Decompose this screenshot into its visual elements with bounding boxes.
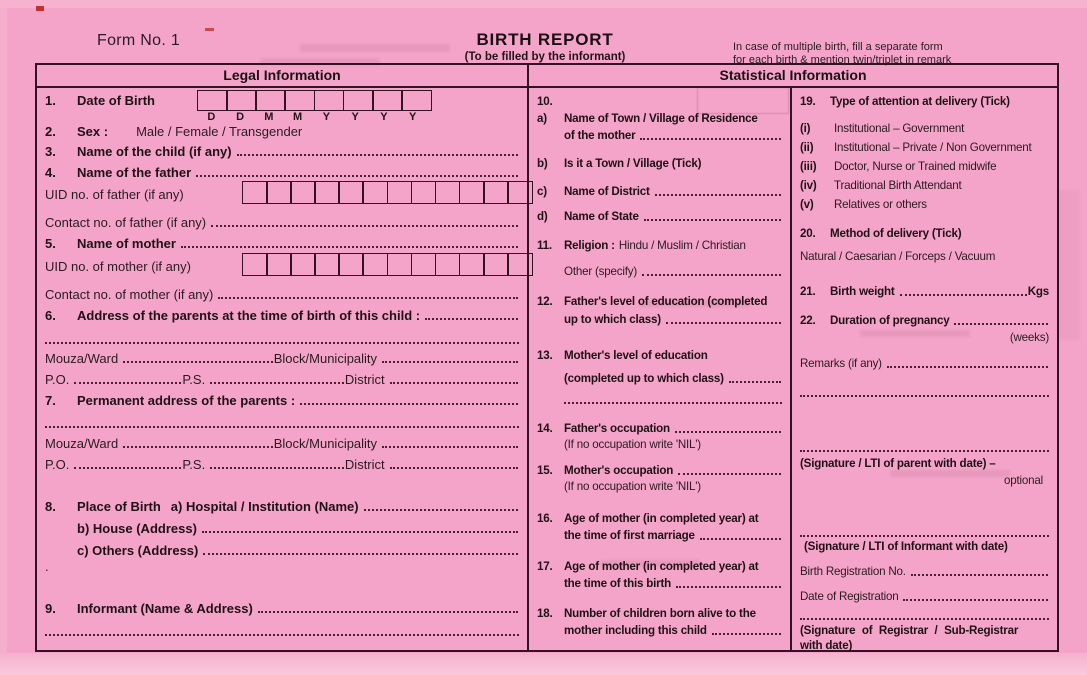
write-in-line[interactable]	[258, 611, 518, 613]
field-children-born-line1	[537, 605, 782, 621]
write-in-line[interactable]	[202, 531, 518, 533]
signature-parent-label	[800, 455, 1049, 471]
uid-box[interactable]	[362, 253, 388, 276]
write-in-line[interactable]	[655, 194, 781, 196]
write-in-line[interactable]	[45, 342, 519, 344]
field-sex	[45, 123, 519, 139]
field-po-ps-district	[45, 456, 519, 472]
uid-box[interactable]	[483, 181, 509, 204]
uid-box[interactable]	[338, 181, 364, 204]
field-label: Is it a Town / Village (Tick)	[564, 157, 702, 170]
field-mouza-block	[45, 435, 519, 451]
write-in-line[interactable]	[210, 382, 344, 384]
item-10	[537, 93, 782, 109]
uid-box[interactable]	[242, 253, 268, 276]
field-label: (Signature / LTI of Informant with date)	[804, 540, 1008, 553]
field-birth-registration-no	[800, 563, 1049, 579]
paper-edge-top	[0, 0, 1087, 8]
date-box[interactable]	[343, 90, 374, 111]
option-label: Institutional – Government	[834, 122, 965, 135]
delivery-option-ii[interactable]	[800, 139, 1049, 155]
field-child-name	[45, 143, 519, 159]
show-through-artifact	[1058, 190, 1080, 340]
date-box[interactable]	[255, 90, 286, 111]
field-label: P.O.	[45, 457, 70, 472]
field-label: Father's occupation	[564, 422, 670, 435]
write-in-line[interactable]	[676, 586, 781, 588]
date-of-birth-letters	[197, 111, 427, 123]
delivery-method-options[interactable]	[800, 248, 1049, 264]
item-letter: b)	[537, 157, 548, 170]
write-in-line[interactable]	[903, 599, 1048, 601]
field-town-village-line2	[537, 127, 782, 143]
field-label: Date of Birth	[77, 93, 155, 108]
field-address-at-birth	[45, 307, 519, 323]
form-title-block	[400, 30, 690, 63]
write-in-line[interactable]	[390, 467, 518, 469]
field-label: Informant (Name & Address)	[77, 601, 253, 616]
date-box[interactable]	[372, 90, 403, 111]
field-contact-father	[45, 214, 519, 230]
option-number: (v)	[800, 198, 814, 211]
box-letter: D	[236, 111, 245, 123]
delivery-option-v[interactable]	[800, 196, 1049, 212]
field-age-this-birth-line2	[537, 575, 782, 591]
field-hint: (If no occupation write 'NIL')	[564, 480, 701, 493]
delivery-option-i[interactable]	[800, 120, 1049, 136]
field-label: Place of Birth	[77, 499, 161, 514]
write-in-line[interactable]	[123, 361, 273, 363]
item-number: 8.	[45, 499, 56, 514]
write-in-line[interactable]	[954, 323, 1048, 325]
field-mother-education-line1	[537, 347, 782, 363]
write-in-line[interactable]	[642, 274, 781, 276]
field-religion-other	[537, 263, 782, 279]
write-in-line[interactable]	[181, 246, 518, 248]
write-in-line[interactable]	[640, 138, 781, 140]
uid-box[interactable]	[459, 253, 485, 276]
field-label: Name of State	[564, 210, 639, 223]
signature-line[interactable]	[800, 535, 1049, 537]
field-age-first-marriage-line1	[537, 510, 782, 526]
write-in-line[interactable]	[123, 446, 273, 448]
delivery-option-iii[interactable]	[800, 158, 1049, 174]
uid-mother-boxes	[242, 253, 533, 276]
write-in-line[interactable]	[729, 381, 781, 383]
write-in-line[interactable]	[900, 294, 1027, 296]
write-in-line[interactable]	[425, 318, 518, 320]
field-label: Permanent address of the parents :	[77, 393, 296, 408]
field-place-others	[45, 542, 519, 558]
field-hint: (If no occupation write 'NIL')	[564, 438, 701, 451]
field-label: Number of children born alive to the	[564, 607, 756, 620]
signature-line[interactable]	[800, 450, 1049, 452]
form-number: Form No. 1	[97, 32, 181, 49]
field-mother-education-line2	[537, 370, 782, 386]
field-town-or-village	[537, 155, 782, 171]
write-in-line[interactable]	[887, 366, 1048, 368]
uid-father-boxes	[242, 181, 533, 204]
page-subtitle: (To be filled by the informant)	[464, 51, 626, 63]
uid-box[interactable]	[387, 253, 413, 276]
field-label: b) House (Address)	[77, 521, 197, 536]
field-label: of the mother	[564, 129, 636, 142]
uid-box[interactable]	[483, 253, 509, 276]
write-in-line[interactable]	[74, 382, 181, 384]
box-letter: M	[264, 111, 274, 123]
write-in-line[interactable]	[364, 509, 518, 511]
note-line: In case of multiple birth, fill a separate form	[733, 41, 943, 53]
item-number: 5.	[45, 236, 56, 251]
field-label: District	[344, 457, 385, 472]
field-religion	[537, 237, 782, 253]
field-state	[537, 208, 782, 224]
field-label: Date of Registration	[800, 590, 899, 603]
field-label: Mother's occupation	[564, 464, 674, 477]
uid-box[interactable]	[411, 253, 437, 276]
sex-options[interactable]: Male / Female / Transgender	[136, 124, 303, 139]
red-speck	[36, 6, 44, 11]
date-of-birth-boxes	[197, 90, 432, 111]
uid-box[interactable]	[338, 253, 364, 276]
option-label: Traditional Birth Attendant	[834, 179, 962, 192]
field-label: P.S.	[182, 457, 206, 472]
uid-box[interactable]	[314, 253, 340, 276]
field-label: Name of Town / Village of Residence	[564, 112, 758, 125]
signature-registrar-line1	[800, 622, 1049, 638]
pregnancy-duration-unit	[800, 329, 1049, 345]
write-in-line[interactable]	[644, 219, 781, 221]
date-box[interactable]	[226, 90, 257, 111]
option-number: (i)	[800, 122, 811, 135]
field-birth-weight	[800, 283, 1049, 299]
write-in-line[interactable]	[666, 322, 781, 324]
item-number: 9.	[45, 601, 56, 616]
write-in-line[interactable]	[74, 467, 181, 469]
legal-information-header: Legal Information	[37, 65, 529, 88]
uid-box[interactable]	[387, 181, 413, 204]
option-label: Relatives or others	[834, 198, 927, 211]
write-in-line[interactable]	[700, 538, 781, 540]
field-label: Method of delivery (Tick)	[830, 227, 962, 240]
date-box[interactable]	[401, 90, 432, 111]
field-contact-mother	[45, 286, 519, 302]
item-letter: d)	[537, 210, 548, 223]
field-age-this-birth-line1	[537, 558, 782, 574]
item-number: 2.	[45, 124, 56, 139]
item-letter: c)	[537, 185, 547, 198]
write-in-line[interactable]	[678, 473, 781, 475]
page-title: BIRTH REPORT	[476, 30, 614, 49]
item-number: 15.	[537, 464, 553, 477]
stray-mark	[45, 558, 519, 574]
field-label: P.S.	[182, 372, 206, 387]
field-place-of-birth	[45, 498, 519, 514]
legal-information-column	[37, 86, 529, 650]
box-letter: Y	[380, 111, 388, 123]
field-label: Sex :	[77, 124, 109, 139]
field-label: Mouza/Ward	[45, 351, 119, 366]
field-label: Name of District	[564, 185, 650, 198]
field-remarks	[800, 355, 1049, 371]
option-label: Doctor, Nurse or Trained midwife	[834, 160, 997, 173]
write-in-line[interactable]	[196, 175, 518, 177]
option-label: Natural / Caesarian / Forceps / Vacuum	[800, 250, 996, 263]
write-in-line[interactable]	[712, 633, 781, 635]
unit-label: (weeks)	[1009, 331, 1049, 344]
statistical-column-right	[792, 86, 1057, 650]
field-label: P.O.	[45, 372, 70, 387]
field-label: up to which class)	[564, 313, 661, 326]
field-label: Father's level of education (completed	[564, 295, 768, 308]
field-label: the time of this birth	[564, 577, 672, 590]
uid-box[interactable]	[314, 181, 340, 204]
write-in-line[interactable]	[237, 154, 518, 156]
field-informant	[45, 600, 519, 616]
item-number: 13.	[537, 349, 553, 362]
option-label: Institutional – Private / Non Government	[834, 141, 1032, 154]
field-label: Type of attention at delivery (Tick)	[830, 95, 1010, 108]
field-label: the time of first marriage	[564, 529, 695, 542]
paper-edge-left	[0, 0, 7, 675]
item-number: 3.	[45, 144, 56, 159]
field-hint: optional	[1003, 474, 1043, 487]
uid-box[interactable]	[290, 181, 316, 204]
field-label: Other (specify)	[564, 265, 638, 278]
unit-label: Kgs	[1027, 285, 1049, 298]
note-line: for each birth & mention twin/triplet in remark	[733, 54, 952, 66]
date-box[interactable]	[284, 90, 315, 111]
field-town-village-line1	[537, 110, 782, 126]
write-in-line[interactable]	[675, 431, 781, 433]
item-letter: a)	[537, 112, 547, 125]
write-in-line[interactable]	[564, 402, 782, 404]
field-label: a) Hospital / Institution (Name)	[170, 499, 359, 514]
field-permanent-address	[45, 392, 519, 408]
date-box[interactable]	[197, 90, 228, 111]
write-in-line[interactable]	[218, 297, 518, 299]
field-label: Religion :	[564, 239, 615, 252]
item-number: 7.	[45, 393, 56, 408]
field-label: UID no. of mother (if any)	[45, 259, 191, 274]
uid-box[interactable]	[290, 253, 316, 276]
box-letter: Y	[322, 111, 331, 123]
field-label: District	[344, 372, 385, 387]
red-speck	[205, 28, 214, 31]
write-in-line[interactable]	[45, 634, 519, 636]
stray-period: .	[45, 559, 49, 574]
item-number: 19.	[800, 95, 816, 108]
write-in-line[interactable]	[210, 467, 344, 469]
write-in-line[interactable]	[800, 395, 1049, 397]
field-age-first-marriage-line2	[537, 527, 782, 543]
box-letter: Y	[351, 111, 359, 123]
item-number: 16.	[537, 512, 553, 525]
field-label: Address of the parents at the time of birth of this child :	[77, 308, 421, 323]
field-label: Name of mother	[77, 236, 176, 251]
uid-box[interactable]	[435, 253, 461, 276]
field-label: Contact no. of mother (if any)	[45, 287, 214, 302]
field-label: Remarks (if any)	[800, 357, 882, 370]
date-box[interactable]	[314, 90, 345, 111]
field-label: Mouza/Ward	[45, 436, 119, 451]
write-in-line[interactable]	[382, 361, 518, 363]
field-label: Age of mother (in completed year) at	[564, 512, 759, 525]
field-label: Name of the father	[77, 165, 192, 180]
item-number: 21.	[800, 285, 816, 298]
uid-box[interactable]	[266, 253, 292, 276]
box-letter: M	[293, 111, 303, 123]
field-father-occupation-note	[537, 436, 782, 452]
write-in-line[interactable]	[211, 225, 518, 227]
signature-line[interactable]	[800, 618, 1049, 620]
field-pregnancy-duration	[800, 312, 1049, 328]
box-letter: Y	[408, 111, 417, 123]
item-number: 17.	[537, 560, 553, 573]
uid-box[interactable]	[362, 181, 388, 204]
field-mother-occupation	[537, 462, 782, 478]
field-children-born-line2	[537, 622, 782, 638]
field-label: c) Others (Address)	[77, 543, 199, 558]
box-letter: D	[207, 111, 216, 123]
field-district	[537, 183, 782, 199]
field-father-education-line2	[537, 311, 782, 327]
field-father-name	[45, 164, 519, 180]
field-label: Block/Municipality	[273, 351, 378, 366]
form-table	[35, 63, 1059, 652]
field-method-of-delivery	[800, 225, 1049, 241]
signature-registrar-line2	[800, 637, 1049, 653]
field-label: UID no. of father (if any)	[45, 187, 184, 202]
signature-informant-label	[800, 538, 1049, 554]
field-label: Contact no. of father (if any)	[45, 215, 207, 230]
field-label: Birth Registration No.	[800, 565, 906, 578]
field-father-occupation	[537, 420, 782, 436]
statistical-information-header: Statistical Information	[529, 65, 1057, 88]
paper-edge-bottom	[0, 653, 1087, 675]
item-number: 20.	[800, 227, 816, 240]
delivery-option-iv[interactable]	[800, 177, 1049, 193]
field-mother-name	[45, 235, 519, 251]
item-number: 18.	[537, 607, 553, 620]
field-label: (Signature / LTI of parent with date) –	[800, 457, 996, 470]
item-number: 14.	[537, 422, 553, 435]
field-label: mother including this child	[564, 624, 707, 637]
uid-box[interactable]	[266, 181, 292, 204]
item-number: 12.	[537, 295, 553, 308]
field-po-ps-district	[45, 371, 519, 387]
field-label: Name of the child (if any)	[77, 144, 232, 159]
item-number: 6.	[45, 308, 56, 323]
statistical-column-left	[529, 86, 792, 650]
uid-box[interactable]	[242, 181, 268, 204]
uid-box[interactable]	[459, 181, 485, 204]
option-number: (iii)	[800, 160, 817, 173]
uid-box[interactable]	[411, 181, 437, 204]
option-number: (iv)	[800, 179, 817, 192]
field-label: Block/Municipality	[273, 436, 378, 451]
uid-box[interactable]	[435, 181, 461, 204]
write-in-line[interactable]	[390, 382, 518, 384]
item-number: 1.	[45, 93, 56, 108]
field-label: Age of mother (in completed year) at	[564, 560, 759, 573]
field-label: (Signature of Registrar / Sub-Registrar	[800, 624, 1019, 637]
write-in-line[interactable]	[911, 574, 1048, 576]
item-number: 22.	[800, 314, 816, 327]
field-father-education-line1	[537, 293, 782, 309]
field-label: Duration of pregnancy	[830, 314, 950, 327]
field-label: Mother's level of education	[564, 349, 708, 362]
item-number: 4.	[45, 165, 56, 180]
religion-options[interactable]: Hindu / Muslim / Christian	[618, 239, 746, 252]
write-in-line[interactable]	[300, 403, 518, 405]
field-mother-occupation-note	[537, 478, 782, 494]
field-date-of-registration	[800, 588, 1049, 604]
write-in-line[interactable]	[203, 553, 518, 555]
field-label: Birth weight	[830, 285, 895, 298]
option-number: (ii)	[800, 141, 814, 154]
item-number: 10.	[537, 95, 553, 108]
item-number: 11.	[537, 239, 552, 252]
write-in-line[interactable]	[382, 446, 518, 448]
write-in-line[interactable]	[45, 426, 519, 428]
field-place-house	[45, 520, 519, 536]
signature-parent-optional	[800, 472, 1049, 488]
field-mouza-block	[45, 350, 519, 366]
field-label: with date)	[800, 639, 853, 652]
field-label: (completed up to which class)	[564, 372, 724, 385]
field-attention-at-delivery	[800, 93, 1049, 109]
